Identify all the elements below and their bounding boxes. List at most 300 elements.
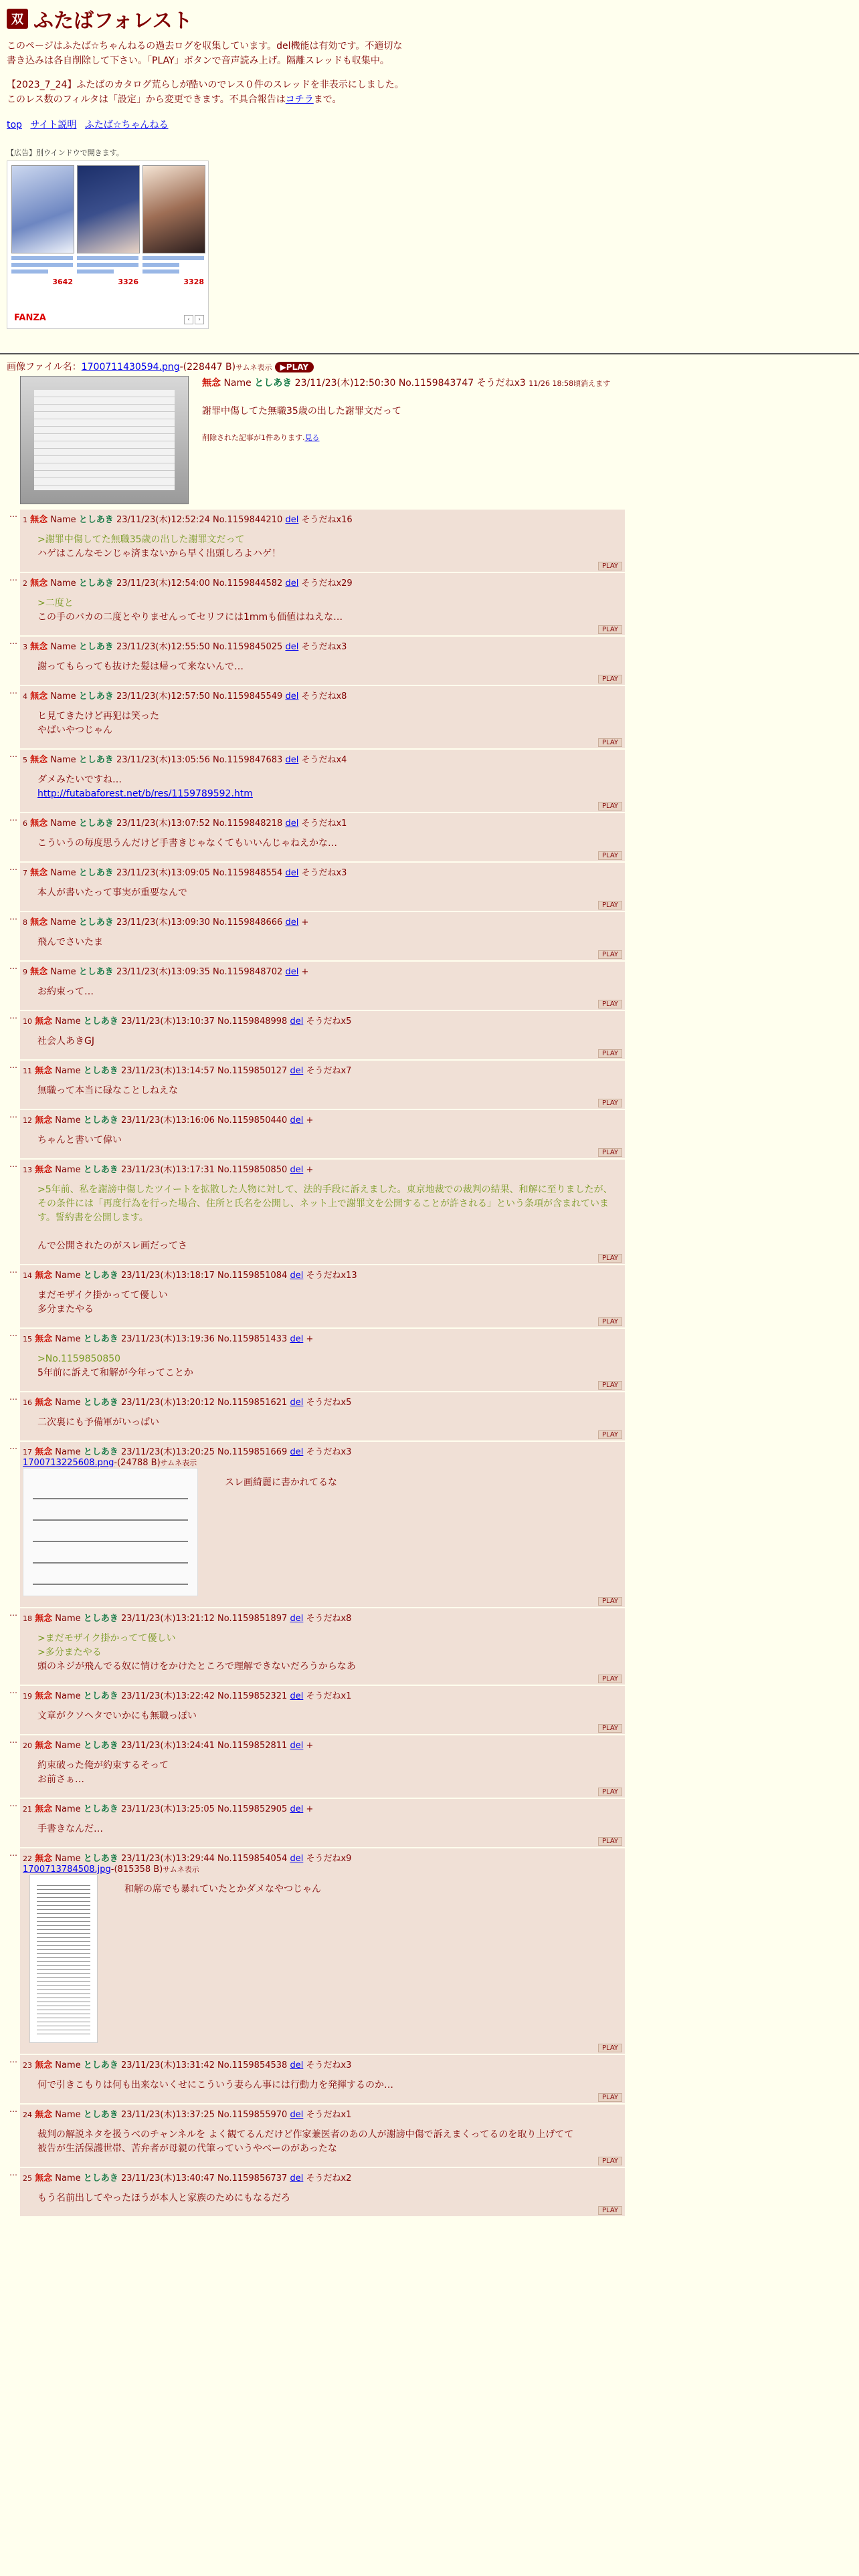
reply-box <box>20 962 625 1010</box>
deleted-note: 削除された記事が1件あります.見る <box>202 433 320 442</box>
reply-name: としあき <box>83 1398 118 1408</box>
reply-line: 裁判の解説ネタを扱うべのチャンネルを よく観てるんだけど作家兼医者のあの人が謝謗中傷で訴えまくってるのを取り上げてて <box>37 2129 574 2140</box>
soudane-button[interactable]: そうだねx7 <box>306 1066 352 1076</box>
del-link[interactable]: del <box>290 1691 304 1701</box>
reply-dots: … <box>9 1329 17 1338</box>
reply-name: としあき <box>78 691 114 702</box>
reply-box <box>20 863 625 911</box>
play-button[interactable]: PLAY <box>598 901 622 909</box>
ad-prev-icon[interactable]: ‹ <box>184 315 193 324</box>
ad-brand-logo: FANZA <box>14 313 46 323</box>
reply-box <box>20 2105 625 2167</box>
reply-box <box>20 1160 625 1264</box>
reply-message <box>37 2128 621 2156</box>
reply-spacer <box>23 999 621 1008</box>
ad-price: 3642 <box>52 278 73 286</box>
play-button[interactable]: PLAY <box>598 1000 622 1008</box>
reply-number[interactable]: No.1159851669 <box>217 1447 288 1457</box>
reply-message <box>37 1416 621 1430</box>
reply-spacer <box>23 625 621 634</box>
soudane-button[interactable]: そうだねx3 <box>301 642 347 652</box>
reply-name: としあき <box>78 967 114 977</box>
soudane-button[interactable]: + <box>306 1334 314 1344</box>
reply-name: としあき <box>78 918 114 928</box>
reply-number[interactable]: No.1159855970 <box>217 2110 288 2120</box>
reply-subject: 無念 <box>35 1447 53 1457</box>
show-deleted-link[interactable]: 見る <box>304 433 320 442</box>
soudane-button[interactable]: + <box>301 918 309 928</box>
reply-number[interactable]: No.1159848554 <box>213 868 283 878</box>
del-link[interactable]: del <box>290 1854 304 1864</box>
del-link[interactable]: del <box>290 1016 304 1027</box>
reply-name-label: Name <box>55 1165 81 1175</box>
play-button[interactable]: PLAY <box>598 1148 622 1157</box>
soudane-button[interactable]: + <box>306 1741 314 1751</box>
del-link[interactable]: del <box>285 578 299 588</box>
op-file-line: 画像ファイル名：1700711430594.png-(228447 B)サムネ表示 ▶PLAY <box>0 360 859 373</box>
reply-number[interactable]: No.1159850440 <box>217 1115 288 1125</box>
reply-index: 14 <box>23 1271 32 1280</box>
intro-paragraph-2: 【2023_7_24】ふたばのカタログ荒らしが酷いのでレス０件のスレッドを非表示にしました。このレス数のフィルタは「設定」から変更できます。不具合報告はコチラまで。 <box>7 80 404 105</box>
reply-name-label: Name <box>50 819 76 829</box>
reply-name-label: Name <box>55 1741 81 1751</box>
reply-image[interactable] <box>29 1874 98 2043</box>
del-link[interactable]: del <box>290 2110 304 2120</box>
reply-dots: … <box>9 2105 17 2114</box>
reply-line: 多分またやる <box>37 1304 94 1315</box>
reply-spacer <box>23 2156 621 2165</box>
reply-header <box>23 915 621 928</box>
reply-number[interactable]: No.1159850850 <box>217 1165 288 1175</box>
reply-dots: … <box>9 1160 17 1169</box>
thumb-note: サムネ表示 <box>160 1459 197 1467</box>
reply-name-label: Name <box>50 967 76 977</box>
reply-number[interactable]: No.1159852321 <box>217 1691 288 1701</box>
reply-spacer <box>23 1430 621 1439</box>
ad-price: 3326 <box>118 278 138 286</box>
soudane-button[interactable]: そうだねx5 <box>306 1016 352 1027</box>
del-link[interactable]: del <box>290 1741 304 1751</box>
reply-name-label: Name <box>55 1398 81 1408</box>
reply-subject: 無念 <box>30 578 48 588</box>
reply-line: 文章がクソヘタでいかにも無職っぽい <box>37 1711 197 1721</box>
reply-number[interactable]: No.1159850127 <box>217 1066 288 1076</box>
reply-index: 7 <box>23 869 27 877</box>
reply-number[interactable]: No.1159845025 <box>213 642 283 652</box>
reply-subject: 無念 <box>35 1066 53 1076</box>
reply-number[interactable]: No.1159856737 <box>217 2173 288 2183</box>
del-link[interactable]: del <box>285 819 299 829</box>
reply-number[interactable]: No.1159848666 <box>213 918 283 928</box>
reply-post <box>9 510 859 572</box>
reply-dots: … <box>9 1061 17 1070</box>
reply-header <box>23 512 621 525</box>
play-button[interactable]: PLAY <box>598 1381 622 1390</box>
reply-line: 約束破った俺が約束するそって <box>37 1760 169 1771</box>
reply-box <box>20 912 625 960</box>
thumb-note: サムネ表示 <box>163 1865 199 1874</box>
reply-number[interactable]: No.1159844582 <box>213 578 283 588</box>
del-link[interactable]: del <box>285 515 299 525</box>
reply-header <box>23 689 621 702</box>
reply-box <box>20 1061 625 1109</box>
del-link[interactable]: del <box>290 1165 304 1175</box>
reply-header <box>23 1014 621 1027</box>
reply-dots: … <box>9 863 17 872</box>
ad-next-icon[interactable]: › <box>195 315 204 324</box>
soudane-button[interactable]: そうだねx8 <box>306 1614 352 1624</box>
play-button[interactable]: PLAY <box>598 802 622 811</box>
ad-image[interactable] <box>142 165 205 253</box>
reply-date: 23/11/23(木)13:09:30 <box>116 918 210 928</box>
reply-spacer <box>23 851 621 860</box>
reply-post <box>9 686 859 748</box>
reply-number[interactable]: No.1159844210 <box>213 515 283 525</box>
soudane-button[interactable]: そうだねx3 <box>306 1447 352 1457</box>
reply-name-label: Name <box>55 1271 81 1281</box>
reply-index: 19 <box>23 1692 32 1701</box>
reply-line: 無職って本当に碌なことしねえな <box>37 1085 178 1096</box>
reply-name: としあき <box>78 755 114 765</box>
reply-post <box>9 573 859 635</box>
del-link[interactable]: del <box>290 1334 304 1344</box>
reply-header <box>23 816 621 829</box>
reply-index: 4 <box>23 692 27 701</box>
reply-number[interactable]: No.1159851621 <box>217 1398 288 1408</box>
reply-number[interactable]: No.1159848998 <box>217 1016 288 1027</box>
reply-name-label: Name <box>55 1804 81 1814</box>
site-logo[interactable]: 双 <box>7 9 28 29</box>
ad-banner[interactable] <box>7 160 209 329</box>
reply-box <box>20 750 625 812</box>
reply-name: としあき <box>83 1165 118 1175</box>
reply-line: 被告が生活保護世帯、苦弁者が母親の代筆っていうやべーのがあったな <box>37 2143 337 2154</box>
ad-item[interactable] <box>11 165 73 286</box>
reply-image[interactable] <box>23 1468 198 1596</box>
soudane-button[interactable]: そうだねx3 <box>306 2060 352 2070</box>
reply-index: 25 <box>23 2174 32 2183</box>
contact-link[interactable]: コチラ <box>285 94 314 105</box>
reply-quote: >No.1159850850 <box>37 1354 121 1364</box>
reply-message <box>37 773 621 801</box>
reply-box <box>20 1848 625 2054</box>
del-link[interactable]: del <box>290 1614 304 1624</box>
reply-post <box>9 2105 859 2167</box>
op-soudane[interactable]: そうだねx3 <box>476 378 526 389</box>
reply-name: としあき <box>83 2060 118 2070</box>
reply-name-label: Name <box>50 642 76 652</box>
reply-message <box>124 1883 321 2043</box>
play-button[interactable]: PLAY <box>598 2157 622 2165</box>
nav-futaba-link[interactable]: ふたば☆ちゃんねる <box>84 120 169 130</box>
play-button[interactable]: PLAY <box>598 1597 622 1606</box>
reply-number[interactable]: No.1159848702 <box>213 967 283 977</box>
reply-name-label: Name <box>55 1334 81 1344</box>
reply-spacer <box>23 1787 621 1796</box>
reply-spacer <box>23 1596 621 1606</box>
reply-index: 24 <box>23 2111 32 2119</box>
soudane-button[interactable]: そうだねx29 <box>301 578 353 588</box>
reply-header <box>23 1331 621 1344</box>
reply-box <box>20 1392 625 1440</box>
reply-dots: … <box>9 1011 17 1021</box>
soudane-button[interactable]: + <box>306 1804 314 1814</box>
play-button[interactable]: PLAY <box>598 950 622 959</box>
reply-name-label: Name <box>50 691 76 702</box>
reply-quote: >5年前、私を謝謗中傷したツイートを拡散した人物に対して、法的手段に訴えました。東京地裁での裁判の結果、和解に至りましたが、その条件には「再度行為を行った場合、住所と氏名を公開し、ネット上で謝罪文を公開することが許される」という条項が含まれています。誓約書を公開します。 <box>37 1184 613 1223</box>
reply-date: 23/11/23(木)13:20:12 <box>120 1398 215 1408</box>
reply-post <box>9 1329 859 1391</box>
reply-line: この手のバカの二度とやりませんってセリフには1mmも価値はねえな… <box>37 612 343 623</box>
reply-subject: 無念 <box>35 1165 53 1175</box>
reply-line: こういうの毎度思うんだけど手書きじゃなくてもいいんじゃねえかな… <box>37 838 337 849</box>
del-link[interactable]: del <box>290 1271 304 1281</box>
reply-post <box>9 750 859 812</box>
del-link[interactable]: del <box>285 642 299 652</box>
reply-box <box>20 813 625 861</box>
reply-dots: … <box>9 637 17 646</box>
play-button[interactable]: PLAY <box>598 2044 622 2052</box>
reply-name-label: Name <box>55 1691 81 1701</box>
reply-name: としあき <box>83 1741 118 1751</box>
soudane-button[interactable]: そうだねx13 <box>306 1271 357 1281</box>
soudane-button[interactable]: そうだねx4 <box>301 755 347 765</box>
reply-dots: … <box>9 1392 17 1402</box>
soudane-button[interactable]: + <box>306 1165 314 1175</box>
reply-box <box>20 2168 625 2216</box>
reply-quote: >多分またやる <box>37 1647 102 1658</box>
reply-subject: 無念 <box>30 868 48 878</box>
reply-number[interactable]: No.1159848218 <box>213 819 283 829</box>
thumb-note: サムネ表示 <box>235 363 272 372</box>
reply-number[interactable]: No.1159854538 <box>217 2060 288 2070</box>
soudane-button[interactable]: そうだねx5 <box>306 1398 352 1408</box>
play-button[interactable]: PLAY <box>598 1254 622 1263</box>
del-link[interactable]: del <box>285 691 299 702</box>
reply-name-label: Name <box>55 1854 81 1864</box>
del-link[interactable]: del <box>285 918 299 928</box>
reply-name: としあき <box>78 515 114 525</box>
reply-date: 23/11/23(木)12:55:50 <box>116 642 210 652</box>
reply-post <box>9 863 859 911</box>
soudane-button[interactable]: そうだねx2 <box>306 2173 352 2183</box>
reply-spacer <box>23 1380 621 1390</box>
reply-subject: 無念 <box>35 2173 53 2183</box>
reply-message <box>37 1822 621 1836</box>
nav-top-link[interactable]: top <box>7 120 22 130</box>
play-button[interactable]: PLAY <box>598 1837 622 1846</box>
reply-name: としあき <box>83 1066 118 1076</box>
reply-number[interactable]: No.1159845549 <box>213 691 283 702</box>
reply-line: お約束って… <box>37 986 94 997</box>
reply-dots: … <box>9 1686 17 1695</box>
reply-header <box>23 1851 621 1864</box>
reply-date: 23/11/23(木)13:20:25 <box>120 1447 215 1457</box>
reply-link[interactable]: http://futabaforest.net/b/res/1159789592.htm <box>37 788 253 799</box>
reply-number[interactable]: No.1159847683 <box>213 755 283 765</box>
play-button[interactable]: PLAY <box>598 1317 622 1326</box>
soudane-button[interactable]: + <box>306 1115 314 1125</box>
reply-line: 手書きなんだ… <box>37 1824 103 1834</box>
reply-index: 3 <box>23 643 27 651</box>
reply-line: まだモザイク掛かってて優しい <box>37 1290 168 1301</box>
reply-index: 22 <box>23 1854 32 1863</box>
reply-header <box>23 1268 621 1281</box>
reply-message <box>37 710 621 738</box>
ad-image[interactable] <box>11 165 74 253</box>
reply-index: 13 <box>23 1166 32 1174</box>
del-link[interactable]: del <box>290 2060 304 2070</box>
del-link[interactable]: del <box>290 1066 304 1076</box>
nav-about-link[interactable]: サイト説明 <box>30 120 77 130</box>
reply-number[interactable]: No.1159854054 <box>217 1854 288 1864</box>
reply-name: としあき <box>83 1016 118 1027</box>
del-link[interactable]: del <box>290 1115 304 1125</box>
ad-item[interactable] <box>77 165 138 286</box>
reply-header <box>23 576 621 588</box>
reply-subject: 無念 <box>30 819 48 829</box>
reply-line: ちゃんと書いて偉い <box>37 1135 122 1146</box>
reply-post <box>9 912 859 960</box>
reply-name: としあき <box>83 1854 118 1864</box>
reply-list <box>0 510 859 2216</box>
reply-name: としあき <box>83 1447 118 1457</box>
reply-dots: … <box>9 2055 17 2064</box>
op-image[interactable] <box>20 376 189 504</box>
reply-date: 23/11/23(木)13:21:12 <box>120 1614 215 1624</box>
reply-index: 5 <box>23 756 27 764</box>
op-file-link[interactable]: 1700711430594.png <box>81 362 180 372</box>
reply-date: 23/11/23(木)13:29:44 <box>120 1854 215 1864</box>
play-button[interactable]: PLAY <box>598 1724 622 1733</box>
reply-number[interactable]: No.1159851084 <box>217 1271 288 1281</box>
reply-dots: … <box>9 750 17 759</box>
ad-price: 3328 <box>183 278 204 286</box>
reply-header <box>23 1738 621 1751</box>
play-button[interactable]: PLAY <box>598 851 622 860</box>
play-button[interactable]: PLAY <box>598 1788 622 1796</box>
reply-post <box>9 813 859 861</box>
reply-name: としあき <box>83 2173 118 2183</box>
reply-box <box>20 510 625 572</box>
del-link[interactable]: del <box>285 755 299 765</box>
play-button[interactable]: PLAY <box>598 2093 622 2102</box>
reply-spacer <box>23 2092 621 2102</box>
reply-file-line: 1700713225608.png-(24788 B)サムネ表示 <box>23 1458 197 1468</box>
reply-name: としあき <box>78 578 114 588</box>
play-button[interactable]: PLAY <box>598 738 622 747</box>
del-link[interactable]: del <box>285 868 299 878</box>
reply-file-link[interactable]: 1700713225608.png <box>23 1458 114 1468</box>
soudane-button[interactable]: + <box>301 967 309 977</box>
reply-index: 17 <box>23 1448 32 1457</box>
play-button[interactable]: PLAY <box>598 625 622 634</box>
play-button[interactable]: PLAY <box>598 675 622 683</box>
soudane-button[interactable]: そうだねx9 <box>306 1854 352 1864</box>
reply-box <box>20 686 625 748</box>
reply-name-label: Name <box>50 578 76 588</box>
soudane-button[interactable]: そうだねx8 <box>301 691 347 702</box>
reply-name-label: Name <box>55 2110 81 2120</box>
play-button[interactable]: PLAY <box>598 1099 622 1107</box>
reply-subject: 無念 <box>30 755 48 765</box>
reply-number[interactable]: No.1159852905 <box>217 1804 288 1814</box>
reply-spacer <box>23 1674 621 1683</box>
reply-box <box>20 1110 625 1158</box>
reply-spacer <box>23 950 621 959</box>
play-button[interactable]: PLAY <box>598 562 622 570</box>
del-link[interactable]: del <box>290 2173 304 2183</box>
reply-date: 23/11/23(木)13:14:57 <box>120 1066 215 1076</box>
soudane-button[interactable]: そうだねx16 <box>301 515 353 525</box>
del-link[interactable]: del <box>290 1447 304 1457</box>
reply-number[interactable]: No.1159851897 <box>217 1614 288 1624</box>
reply-quote: >まだモザイク掛かってて優しい <box>37 1633 176 1644</box>
reply-subject: 無念 <box>35 1804 53 1814</box>
soudane-button[interactable]: そうだねx1 <box>301 819 347 829</box>
reply-message <box>37 1352 621 1380</box>
reply-box <box>20 1608 625 1685</box>
reply-date: 23/11/23(木)13:16:06 <box>120 1115 215 1125</box>
reply-number[interactable]: No.1159852811 <box>217 1741 288 1751</box>
ad-item[interactable] <box>142 165 204 286</box>
reply-date: 23/11/23(木)12:52:24 <box>116 515 210 525</box>
reply-box <box>20 2055 625 2103</box>
reply-image-row <box>23 1468 621 1596</box>
soudane-button[interactable]: そうだねx1 <box>306 1691 352 1701</box>
reply-date: 23/11/23(木)13:09:35 <box>116 967 210 977</box>
soudane-button[interactable]: そうだねx1 <box>306 2110 352 2120</box>
op-play-button[interactable]: ▶PLAY <box>275 362 314 372</box>
reply-index: 2 <box>23 579 27 588</box>
reply-header <box>23 752 621 765</box>
site-title: ふたばフォレスト <box>33 9 193 33</box>
reply-header <box>23 2058 621 2070</box>
reply-line: スレ画綺麗に書かれてるな <box>225 1477 337 1488</box>
play-button[interactable]: PLAY <box>598 1430 622 1439</box>
reply-name: としあき <box>83 1691 118 1701</box>
reply-dots: … <box>9 573 17 582</box>
del-link[interactable]: del <box>290 1804 304 1814</box>
reply-header <box>23 2107 621 2120</box>
play-button[interactable]: PLAY <box>598 1675 622 1683</box>
reply-message <box>37 837 621 851</box>
reply-dots: … <box>9 686 17 695</box>
reply-date: 23/11/23(木)13:19:36 <box>120 1334 215 1344</box>
reply-message <box>37 1632 621 1674</box>
reply-message <box>37 1084 621 1098</box>
reply-quote: >二度と <box>37 598 74 609</box>
soudane-button[interactable]: そうだねx3 <box>301 868 347 878</box>
del-link[interactable]: del <box>285 967 299 977</box>
play-button[interactable]: PLAY <box>598 1049 622 1058</box>
ad-image[interactable] <box>77 165 140 253</box>
reply-subject: 無念 <box>35 1115 53 1125</box>
reply-line <box>37 1225 621 1239</box>
del-link[interactable]: del <box>290 1398 304 1408</box>
reply-file-link[interactable]: 1700713784508.jpg <box>23 1864 111 1874</box>
play-button[interactable]: PLAY <box>598 2206 622 2215</box>
reply-header <box>23 964 621 977</box>
reply-header <box>23 1444 621 1457</box>
reply-spacer <box>23 1317 621 1326</box>
reply-box <box>20 1011 625 1059</box>
reply-box <box>20 1799 625 1847</box>
reply-name-label: Name <box>50 918 76 928</box>
reply-box <box>20 1265 625 1327</box>
reply-message <box>37 597 621 625</box>
reply-number[interactable]: No.1159851433 <box>217 1334 288 1344</box>
